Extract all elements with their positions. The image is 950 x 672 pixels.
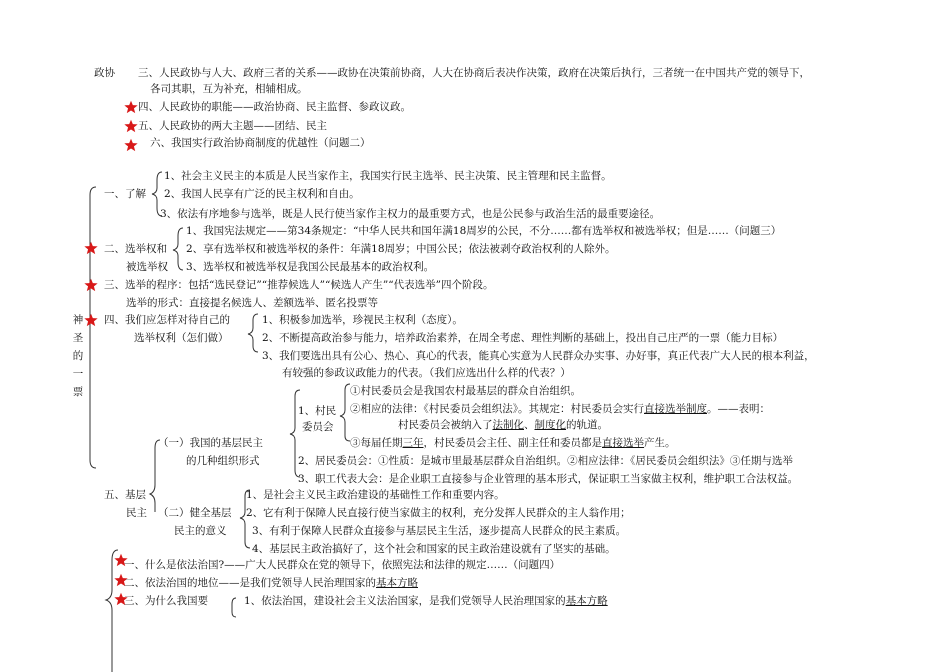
rule-of-law-q3-point-1: 1、依法治国，建设社会主义法治国家，是我们党领导人民治理国家的基本方略 [244,595,608,607]
vertical-char: 一 [72,368,84,380]
section2-title-1: 二、选举权和 [104,243,167,255]
star-icon [84,241,98,255]
village-label-2: 委员会 [302,421,334,433]
section5-title-1: 五、基层 [104,489,146,501]
worker-congress: 3、职工代表大会：是企业职工直接参与企业管理的基本形式，保证职工当家做主权利，维护职工合法权益。 [298,473,799,485]
vertical-char: 圣 [72,332,84,344]
header-item-5: 五、人民政协的两大主题——团结、民主 [138,120,327,132]
section1-p1: 1、社会主义民主的本质是人民当家作主，我国实行民主选举、民主决策、民主管理和民主监督。 [164,170,612,182]
section2-p2: 2、享有选举权和被选举权的条件：年满18周岁；中国公民；依法被剥夺政治权利的人除外。 [186,243,616,255]
meaning-4: 4、基层民主政治搞好了，这个社会和国家的民主政治建设就有了坚实的基础。 [252,543,616,555]
section4-title-1: 四、我们应怎样对待自己的 [104,314,230,326]
star-icon [124,138,138,152]
vertical-label [72,311,84,401]
meaning-1: 1、是社会主义民主政治建设的基础性工作和重要内容。 [246,489,505,501]
meaning-2: 2、它有利于保障人民直接行使当家做主的权利，充分发挥人民群众的主人翁作用； [246,507,631,519]
section4-p3b: 有较强的参政议政能力的代表。（我们应选出什么样的代表？） [282,367,571,379]
section1-p3: 3、依法有序地参与选举，既是人民行使当家作主权力的最重要方式，也是公民参与政治生活的最重要途径。 [160,208,661,220]
header-item-3a: 三、人民政协与人大、政府三者的关系——政协在决策前协商，人大在协商后表决作决策，政府在决策后执行，三者统一在中国共产党的领导下， [138,67,810,79]
village-point-1: ①村民委员会是我国农村最基层的群众自治组织。 [350,385,581,397]
section4-title-2: 选举权利（怎们做） [134,332,229,344]
section5-sub1-1: （一）我国的基层民主 [158,437,263,449]
section5-sub1-2: 的几种组织形式 [186,455,260,467]
section3-line-1: 三、选举的程序：包括“选民登记”“推荐候选人”“候选人产生”“代表选举”四个阶段。 [104,279,494,291]
section2-p3: 3、选举权和被选举权是我国公民最基本的政治权利。 [186,261,435,273]
section4-p1: 1、积极参加选举，珍视民主权利（态度）。 [262,314,463,326]
village-point-2-conclusion: 村民委员会被纳入了法制化、制度化的轨道。 [398,419,608,431]
section1-title: 一、了解 [104,188,146,200]
star-icon [84,313,98,327]
section2-p1: 1、我国宪法规定——第34条规定：“中华人民共和国年满18周岁的公民，不分……都有选举权和被选举权；但是……（问题三） [186,225,782,237]
header-item-6: 六、我国实行政治协商制度的优越性（问题二） [150,137,371,149]
section1-p2: 2、我国人民享有广泛的民主权利和自由。 [164,188,360,200]
header-label: 政协 [94,67,115,79]
section4-p2: 2、不断提高政治参与能力，培养政治素养，在周全考虑、理性判断的基础上，投出自己庄严的一票（能力目标） [262,332,784,344]
header-item-3b: 各司其职，互为补充，相辅相成。 [150,83,308,95]
village-point-3: ③每届任期三年，村民委员会主任、副主任和委员都是直接选举产生。 [350,437,676,449]
header-item-4: 四、人民政协的职能——政治协商、民主监督、参政议政。 [138,101,411,113]
vertical-char: 的 [72,350,84,362]
section5-title-2: 民主 [126,507,147,519]
section5-sub2-1: （二）健全基层 [158,507,232,519]
resident-committee: 2、居民委员会：①性质：是城市里最基层群众自治组织。②相应法律：《居民委员会组织法》③任期与选举 [298,455,793,467]
section4-p3a: 3、我们要选出具有公心、热心、真心的代表，能真心实意为人民群众办实事、办好事，真正代表广大人民的根本利益， [262,350,815,362]
meaning-3: 3、有利于保障人民群众直接参与基层民主生活，逐步提高人民群众的民主素质。 [252,525,627,537]
rule-of-law-q2: 二、依法治国的地位——是我们党领导人民治理国家的基本方略 [124,577,418,589]
section3-line-2: 选举的形式：直接提名候选人、差额选举、匿名投票等 [126,297,378,309]
star-icon [84,278,98,292]
rule-of-law-q1: 一、什么是依法治国?——广大人民群众在党的领导下，依照宪法和法律的规定……（问题四） [124,559,561,571]
rule-of-law-q3: 三、为什么我国要 [124,595,208,607]
vertical-char: 票 [72,386,84,398]
vertical-char: 神 [72,314,84,326]
star-icon [124,119,138,133]
section5-sub2-2: 民主的意义 [174,525,227,537]
village-label-1: 1、村民 [298,405,337,417]
star-icon [124,100,138,114]
village-point-2: ②相应的法律：《村民委员会组织法》。其规定：村民委员会实行直接选举制度。——表明： [350,403,770,415]
section2-title-2: 被选举权 [126,261,168,273]
